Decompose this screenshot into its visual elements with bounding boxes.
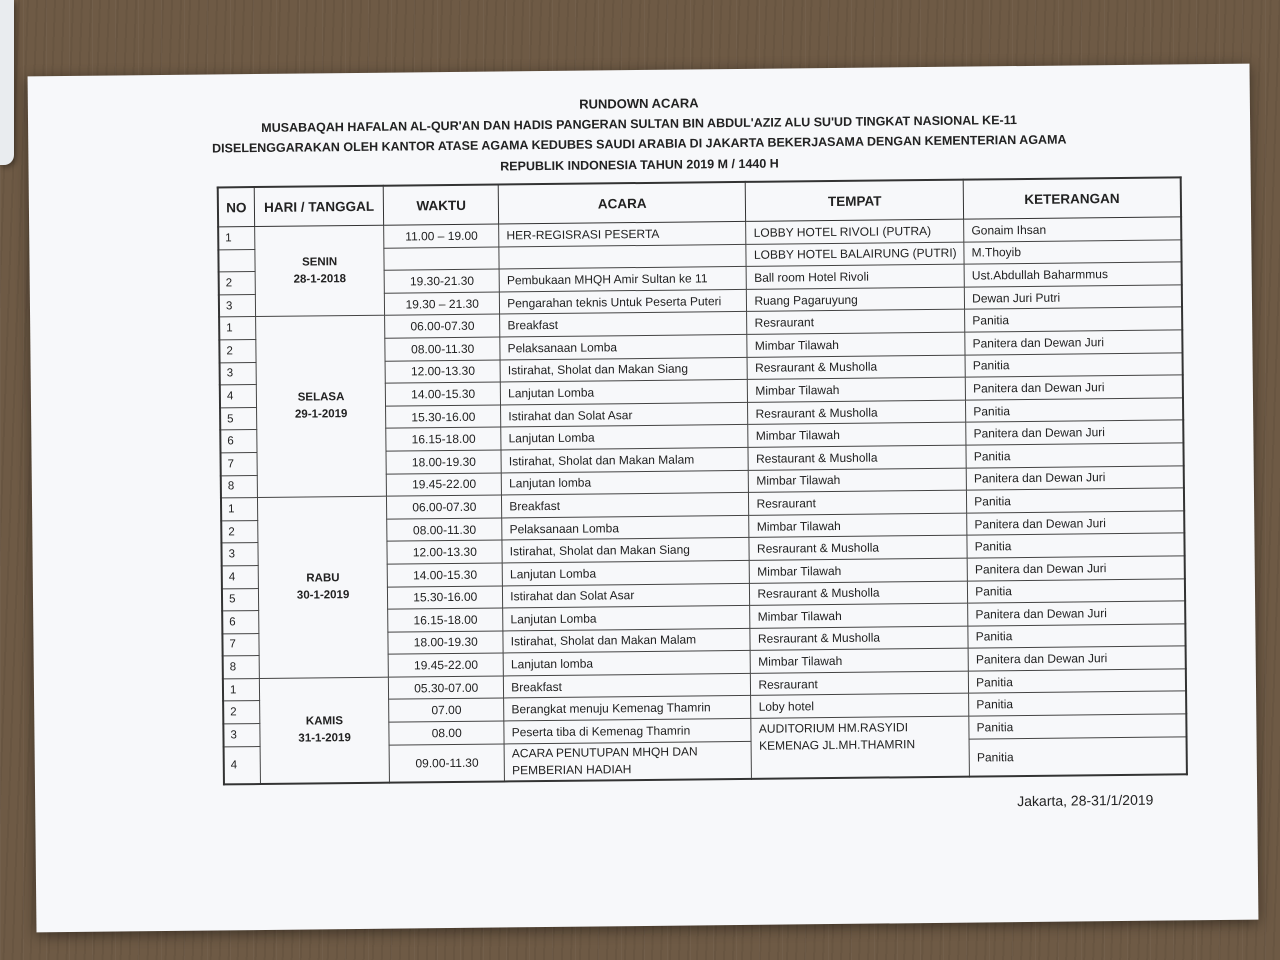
row-waktu: 12.00-13.30	[387, 540, 502, 564]
row-waktu: 16.15-18.00	[386, 427, 501, 451]
row-waktu: 05.30-07.00	[389, 676, 504, 700]
row-tempat: Resraurant	[749, 490, 967, 515]
row-acara: Breakfast	[502, 493, 749, 518]
row-acara: Istirahat, Sholat dan Makan Malam	[501, 447, 748, 472]
row-keterangan: Panitia	[969, 714, 1187, 739]
row-waktu: 07.00	[389, 698, 504, 722]
row-keterangan: Panitera dan Dewan Juri	[968, 646, 1186, 671]
row-waktu: 15.30-16.00	[386, 405, 501, 429]
row-keterangan: Panitia	[969, 691, 1187, 716]
rundown-table	[217, 176, 1188, 785]
row-acara: Breakfast	[500, 312, 747, 337]
row-no: 3	[223, 724, 260, 747]
row-acara: Lanjutan Lomba	[503, 605, 750, 630]
row-no: 1	[219, 317, 256, 340]
row-waktu: 08.00	[389, 721, 504, 745]
row-tempat: Mimbar Tilawah	[748, 422, 966, 447]
row-keterangan: Gonaim Ihsan	[964, 217, 1182, 242]
col-header-no: NO	[218, 187, 255, 227]
row-keterangan: M.Thoyib	[964, 239, 1182, 264]
row-tempat: Restaurant & Musholla	[748, 445, 966, 470]
row-tempat: Resraurant	[751, 671, 969, 696]
row-tempat: Resraurant & Musholla	[749, 535, 967, 560]
row-waktu: 16.15-18.00	[388, 608, 503, 632]
row-acara: Pelaksanaan Lomba	[502, 515, 749, 540]
edge-object	[0, 0, 14, 165]
row-acara: Istirahat, Sholat dan Makan Siang	[502, 538, 749, 563]
row-keterangan: Panitia	[965, 307, 1183, 332]
row-waktu: 19.45-22.00	[387, 473, 502, 497]
row-no: 2	[219, 340, 256, 363]
row-keterangan: Panitera dan Dewan Juri	[966, 465, 1184, 490]
row-tempat: Mimbar Tilawah	[751, 648, 969, 673]
col-header-waktu: WAKTU	[384, 184, 499, 225]
row-keterangan: Panitia	[968, 578, 1186, 603]
row-acara: Lanjutan lomba	[503, 651, 750, 676]
row-tempat: Mimbar Tilawah	[748, 377, 966, 402]
row-no: 1	[223, 678, 260, 701]
row-acara: Pelaksanaan Lomba	[500, 334, 747, 359]
row-tempat: Resraurant & Musholla	[750, 581, 968, 606]
row-waktu: 08.00-11.30	[385, 337, 500, 361]
row-tempat: AUDITORIUM HM.RASYIDI KEMENAG JL.MH.THAMRIN	[751, 716, 969, 778]
row-no: 5	[220, 407, 257, 430]
row-tempat: Mimbar Tilawah	[750, 603, 968, 628]
row-no: 8	[223, 656, 260, 679]
day-cell-rabu: RABU 30-1-2019	[257, 496, 388, 678]
row-acara: Lanjutan Lomba	[501, 425, 748, 450]
row-waktu: 18.00-19.30	[388, 631, 503, 655]
row-tempat: Resraurant & Musholla	[748, 400, 966, 425]
row-acara: HER-REGISRASI PESERTA	[499, 221, 746, 246]
col-header-keterangan: KETERANGAN	[963, 177, 1181, 219]
row-keterangan: Panitia	[968, 624, 1186, 649]
row-keterangan: Panitia	[965, 352, 1183, 377]
row-tempat: Ball room Hotel Rivoli	[747, 264, 965, 289]
row-no: 2	[221, 520, 258, 543]
row-acara: Lanjutan Lomba	[502, 560, 749, 585]
row-no: 4	[222, 565, 259, 588]
row-keterangan: Panitera dan Dewan Juri	[967, 556, 1185, 581]
day-cell-senin: SENIN 28-1-2018	[255, 225, 385, 317]
row-no: 7	[222, 633, 259, 656]
row-keterangan: Dewan Juri Putri	[964, 285, 1182, 310]
row-acara: Lanjutan Lomba	[500, 380, 747, 405]
row-acara: Istirahat, Sholat dan Makan Siang	[500, 357, 747, 382]
row-acara: Breakfast	[504, 673, 751, 698]
row-waktu: 18.00-19.30	[386, 450, 501, 474]
row-waktu: 11.00 – 19.00	[384, 224, 499, 248]
row-no: 7	[221, 452, 258, 475]
row-waktu: 19.45-22.00	[388, 653, 503, 677]
col-header-acara: ACARA	[498, 182, 746, 224]
row-no: 6	[222, 611, 259, 634]
document-subtitle-3: REPUBLIK INDONESIA TAHUN 2019 M / 1440 H	[500, 156, 779, 174]
document-title: RUNDOWN ACARA	[579, 95, 699, 112]
row-no: 4	[224, 746, 261, 784]
row-waktu: 06.00-07.30	[385, 314, 500, 338]
row-keterangan: Panitia	[967, 488, 1185, 513]
row-tempat: Loby hotel	[751, 694, 969, 719]
row-waktu: 12.00-13.30	[385, 360, 500, 384]
row-keterangan: Panitera dan Dewan Juri	[965, 375, 1183, 400]
col-header-hari: HARI / TANGGAL	[254, 186, 384, 227]
row-tempat: Resraurant & Musholla	[747, 355, 965, 380]
row-acara: Pembukaan MHQH Amir Sultan ke 11	[499, 267, 746, 292]
row-no: 3	[221, 543, 258, 566]
row-keterangan: Panitera dan Dewan Juri	[967, 511, 1185, 536]
row-tempat: Resraurant & Musholla	[750, 626, 968, 651]
row-no	[218, 249, 255, 272]
row-waktu: 06.00-07.30	[387, 495, 502, 519]
row-no: 1	[221, 498, 258, 521]
row-no: 5	[222, 588, 259, 611]
rundown-document	[28, 64, 1259, 933]
row-no: 1	[218, 227, 255, 250]
row-acara: Istirahat dan Solat Asar	[501, 402, 748, 427]
row-waktu: 09.00-11.30	[389, 744, 504, 783]
row-acara: Berangkat menuju Kemenag Thamrin	[504, 696, 751, 721]
row-waktu: 15.30-16.00	[388, 585, 503, 609]
row-acara: ACARA PENUTUPAN MHQH DAN PEMBERIAN HADIAH	[504, 741, 752, 781]
row-tempat: Mimbar Tilawah	[747, 332, 965, 357]
row-keterangan: Panitia	[966, 443, 1184, 468]
row-no: 2	[223, 701, 260, 724]
row-tempat: Mimbar Tilawah	[749, 513, 967, 538]
row-tempat: Resraurant	[747, 309, 965, 334]
row-no: 3	[219, 294, 256, 317]
row-keterangan: Panitia	[969, 736, 1187, 776]
row-no: 8	[221, 475, 258, 498]
row-waktu: 14.00-15.30	[388, 563, 503, 587]
row-acara: Lanjutan lomba	[501, 470, 748, 495]
row-tempat: Mimbar Tilawah	[750, 558, 968, 583]
row-acara: Peserta tiba di Kemenag Thamrin	[504, 718, 751, 743]
row-no: 6	[220, 430, 257, 453]
row-keterangan: Panitia	[969, 669, 1187, 694]
row-no: 2	[219, 272, 256, 295]
col-header-tempat: TEMPAT	[746, 180, 964, 222]
document-subtitle-1: MUSABAQAH HAFALAN AL-QUR'AN DAN HADIS PANGERAN SULTAN BIN ABDUL'AZIZ ALU SU'UD TINGKAT NASIONAL KE-11	[261, 113, 1017, 135]
row-keterangan: Panitera dan Dewan Juri	[968, 601, 1186, 626]
row-tempat: Ruang Pagaruyung	[747, 287, 965, 312]
row-tempat: LOBBY HOTEL RIVOLI (PUTRA)	[746, 219, 964, 244]
row-keterangan: Panitia	[966, 398, 1184, 423]
row-waktu: 19.30 – 21.30	[385, 292, 500, 316]
row-tempat: LOBBY HOTEL BALAIRUNG (PUTRI)	[746, 242, 964, 267]
row-acara: Istirahat dan Solat Asar	[503, 583, 750, 608]
row-no: 3	[220, 362, 257, 385]
document-subtitle-2: DISELENGGARAKAN OLEH KANTOR ATASE AGAMA KEDUBES SAUDI ARABIA DI JAKARTA BEKERJASAMA DENGAN KEMENTERIAN AGAMA	[212, 132, 1067, 156]
row-waktu: 19.30-21.30	[384, 269, 499, 293]
day-cell-selasa: SELASA 29-1-2019	[255, 316, 386, 498]
row-acara: Istirahat, Sholat dan Makan Malam	[503, 628, 750, 653]
row-keterangan: Ust.Abdullah Baharmmus	[964, 262, 1182, 287]
row-keterangan: Panitera dan Dewan Juri	[965, 330, 1183, 355]
row-no: 4	[220, 385, 257, 408]
row-waktu: 14.00-15.30	[386, 382, 501, 406]
row-keterangan: Panitia	[967, 533, 1185, 558]
footer-place-date: Jakarta, 28-31/1/2019	[1017, 791, 1154, 810]
day-cell-kamis: KAMIS 31-1-2019	[259, 677, 390, 784]
row-acara: Pengarahan teknis Untuk Peserta Puteri	[500, 289, 747, 314]
row-waktu: 08.00-11.30	[387, 518, 502, 542]
row-keterangan: Panitera dan Dewan Juri	[966, 420, 1184, 445]
row-tempat: Mimbar Tilawah	[749, 468, 967, 493]
row-acara	[499, 244, 746, 269]
row-waktu	[384, 247, 499, 271]
